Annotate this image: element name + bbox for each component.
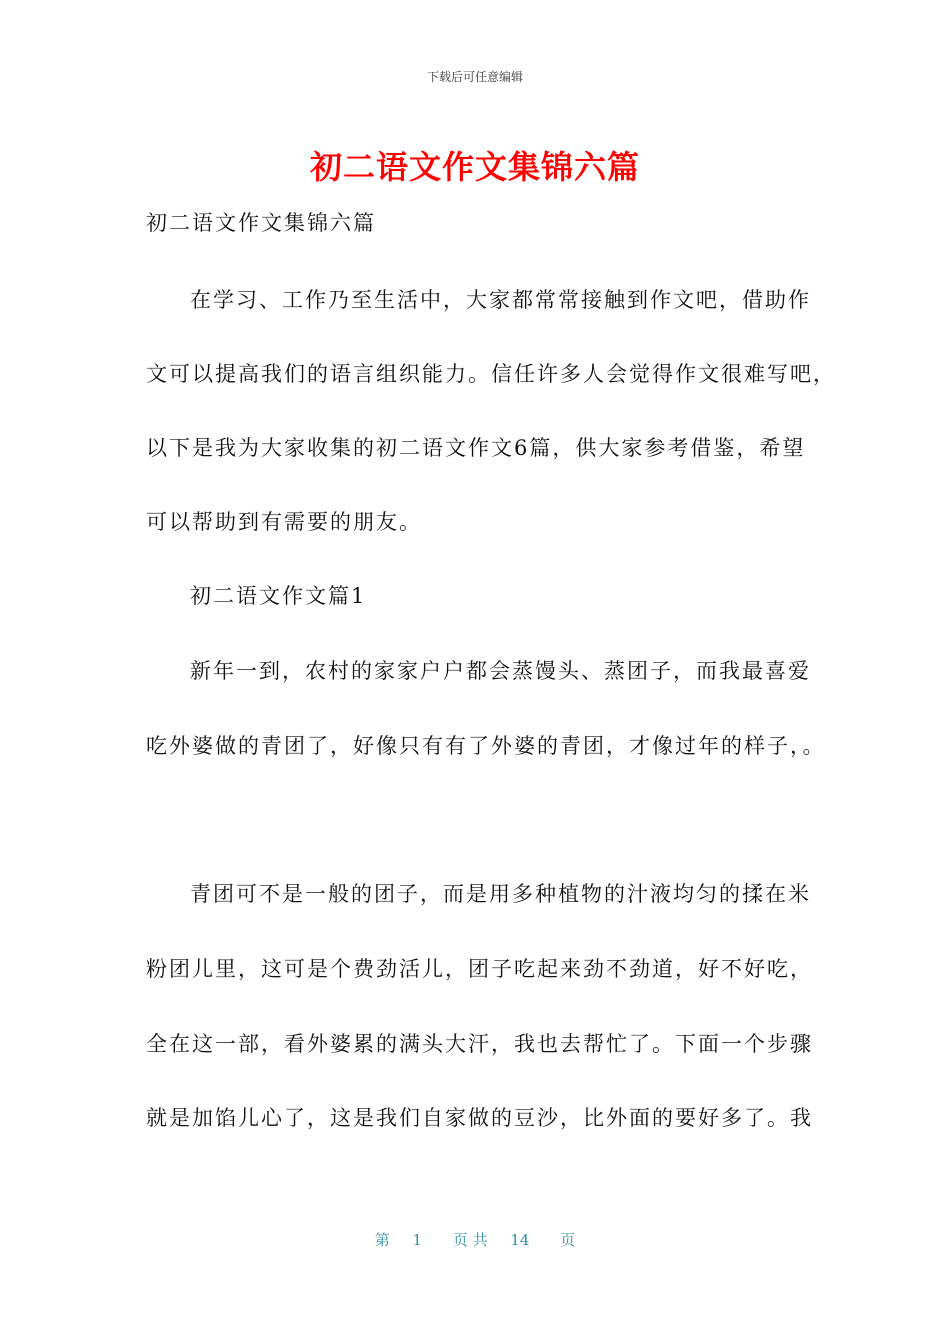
body-line: 在学习、工作乃至生活中，大家都常常接触到作文吧，借助作 bbox=[190, 288, 811, 312]
body-line: 新年一到，农村的家家户户都会蒸馒头、蒸团子，而我最喜爱 bbox=[190, 659, 811, 683]
document-title: 初二语文作文集锦六篇 bbox=[309, 148, 640, 186]
body-line: 就是加馅儿心了，这是我们自家做的豆沙，比外面的要好多了。我 bbox=[146, 1106, 813, 1130]
footer-suffix: 页 bbox=[560, 1231, 576, 1249]
footer-middle: 页 共 bbox=[452, 1231, 488, 1249]
body-line: 以下是我为大家收集的初二语文作文6篇，供大家参考借鉴，希望 bbox=[146, 436, 806, 460]
footer-total-pages: 14 bbox=[510, 1231, 530, 1249]
body-line: 青团可不是一般的团子，而是用多种植物的汁液均匀的揉在米 bbox=[190, 882, 811, 906]
body-line: 文可以提高我们的语言组织能力。信任许多人会觉得作文很难写吧， bbox=[146, 362, 836, 386]
page-footer bbox=[0, 1229, 950, 1250]
footer-page-number: 1 bbox=[412, 1231, 423, 1249]
body-line: 全在这一部，看外婆累的满头大汗，我也去帮忙了。下面一个步骤 bbox=[146, 1032, 813, 1056]
header-note: 下载后可任意编辑 bbox=[426, 70, 523, 84]
body-line: 初二语文作文集锦六篇 bbox=[146, 211, 376, 235]
body-line: 可以帮助到有需要的朋友。 bbox=[146, 510, 422, 534]
footer-prefix: 第 bbox=[374, 1231, 390, 1249]
body-line: 吃外婆做的青团了，好像只有有了外婆的青团，才像过年的样子，。 bbox=[146, 734, 826, 758]
body-line: 粉团儿里，这可是个费劲活儿，团子吃起来劲不劲道，好不好吃， bbox=[146, 957, 813, 981]
section-heading: 初二语文作文篇1 bbox=[190, 584, 367, 608]
